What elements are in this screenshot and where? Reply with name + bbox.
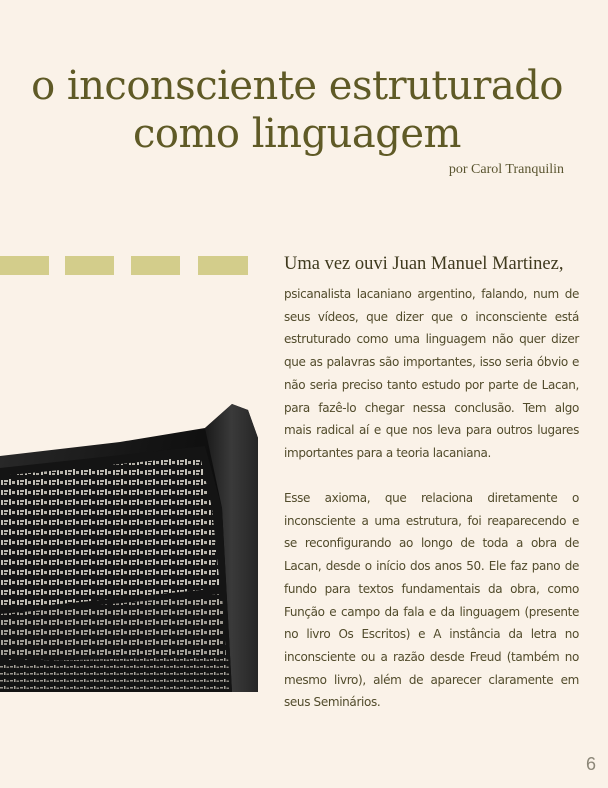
lead-sentence: Uma vez ouvi Juan Manuel Martinez, — [284, 254, 564, 274]
accent-bar — [0, 256, 49, 275]
decorative-bars — [0, 256, 250, 275]
paragraph-2: Esse axioma, que relaciona diretamente o inconsciente a uma estrutura, foi reaparecendo e se reconfigurando ao longo de toda a obra de Lacan, desde o início dos anos 50. Ele faz pano de fundo para textos fundamentais da obra, como Função e campo da fala e da linguagem (presente no livro Os Escritos) e A instância da letra no inconsciente ou a razão desde Freud (também no mesmo livro), além de aparecer claramente em seus Seminários. — [284, 491, 579, 710]
accent-bar — [65, 256, 114, 275]
paragraph-1: psicanalista lacaniano argentino, falando, num de seus vídeos, que dizer que o inconsciente está estruturado como uma linguagem não quer dizer que as palavras são importantes, isso seria óbvio e não seria preciso tanto estudo por parte de Lacan, para fazê-lo chegar nessa conclusão. Tem algo mais radical aí e que nos leva para outros lugares importantes para a teoria lacaniana. — [284, 287, 579, 460]
accent-bar — [198, 256, 248, 275]
page-number: 6 — [585, 754, 596, 774]
byline: por Carol Tranquilin — [448, 162, 564, 177]
accent-bar — [131, 256, 180, 275]
rosetta-stone-image — [0, 398, 258, 692]
article-title — [0, 62, 594, 158]
title-line-1: o inconsciente estruturado — [31, 63, 563, 109]
title-line-2: como linguagem — [133, 111, 461, 157]
